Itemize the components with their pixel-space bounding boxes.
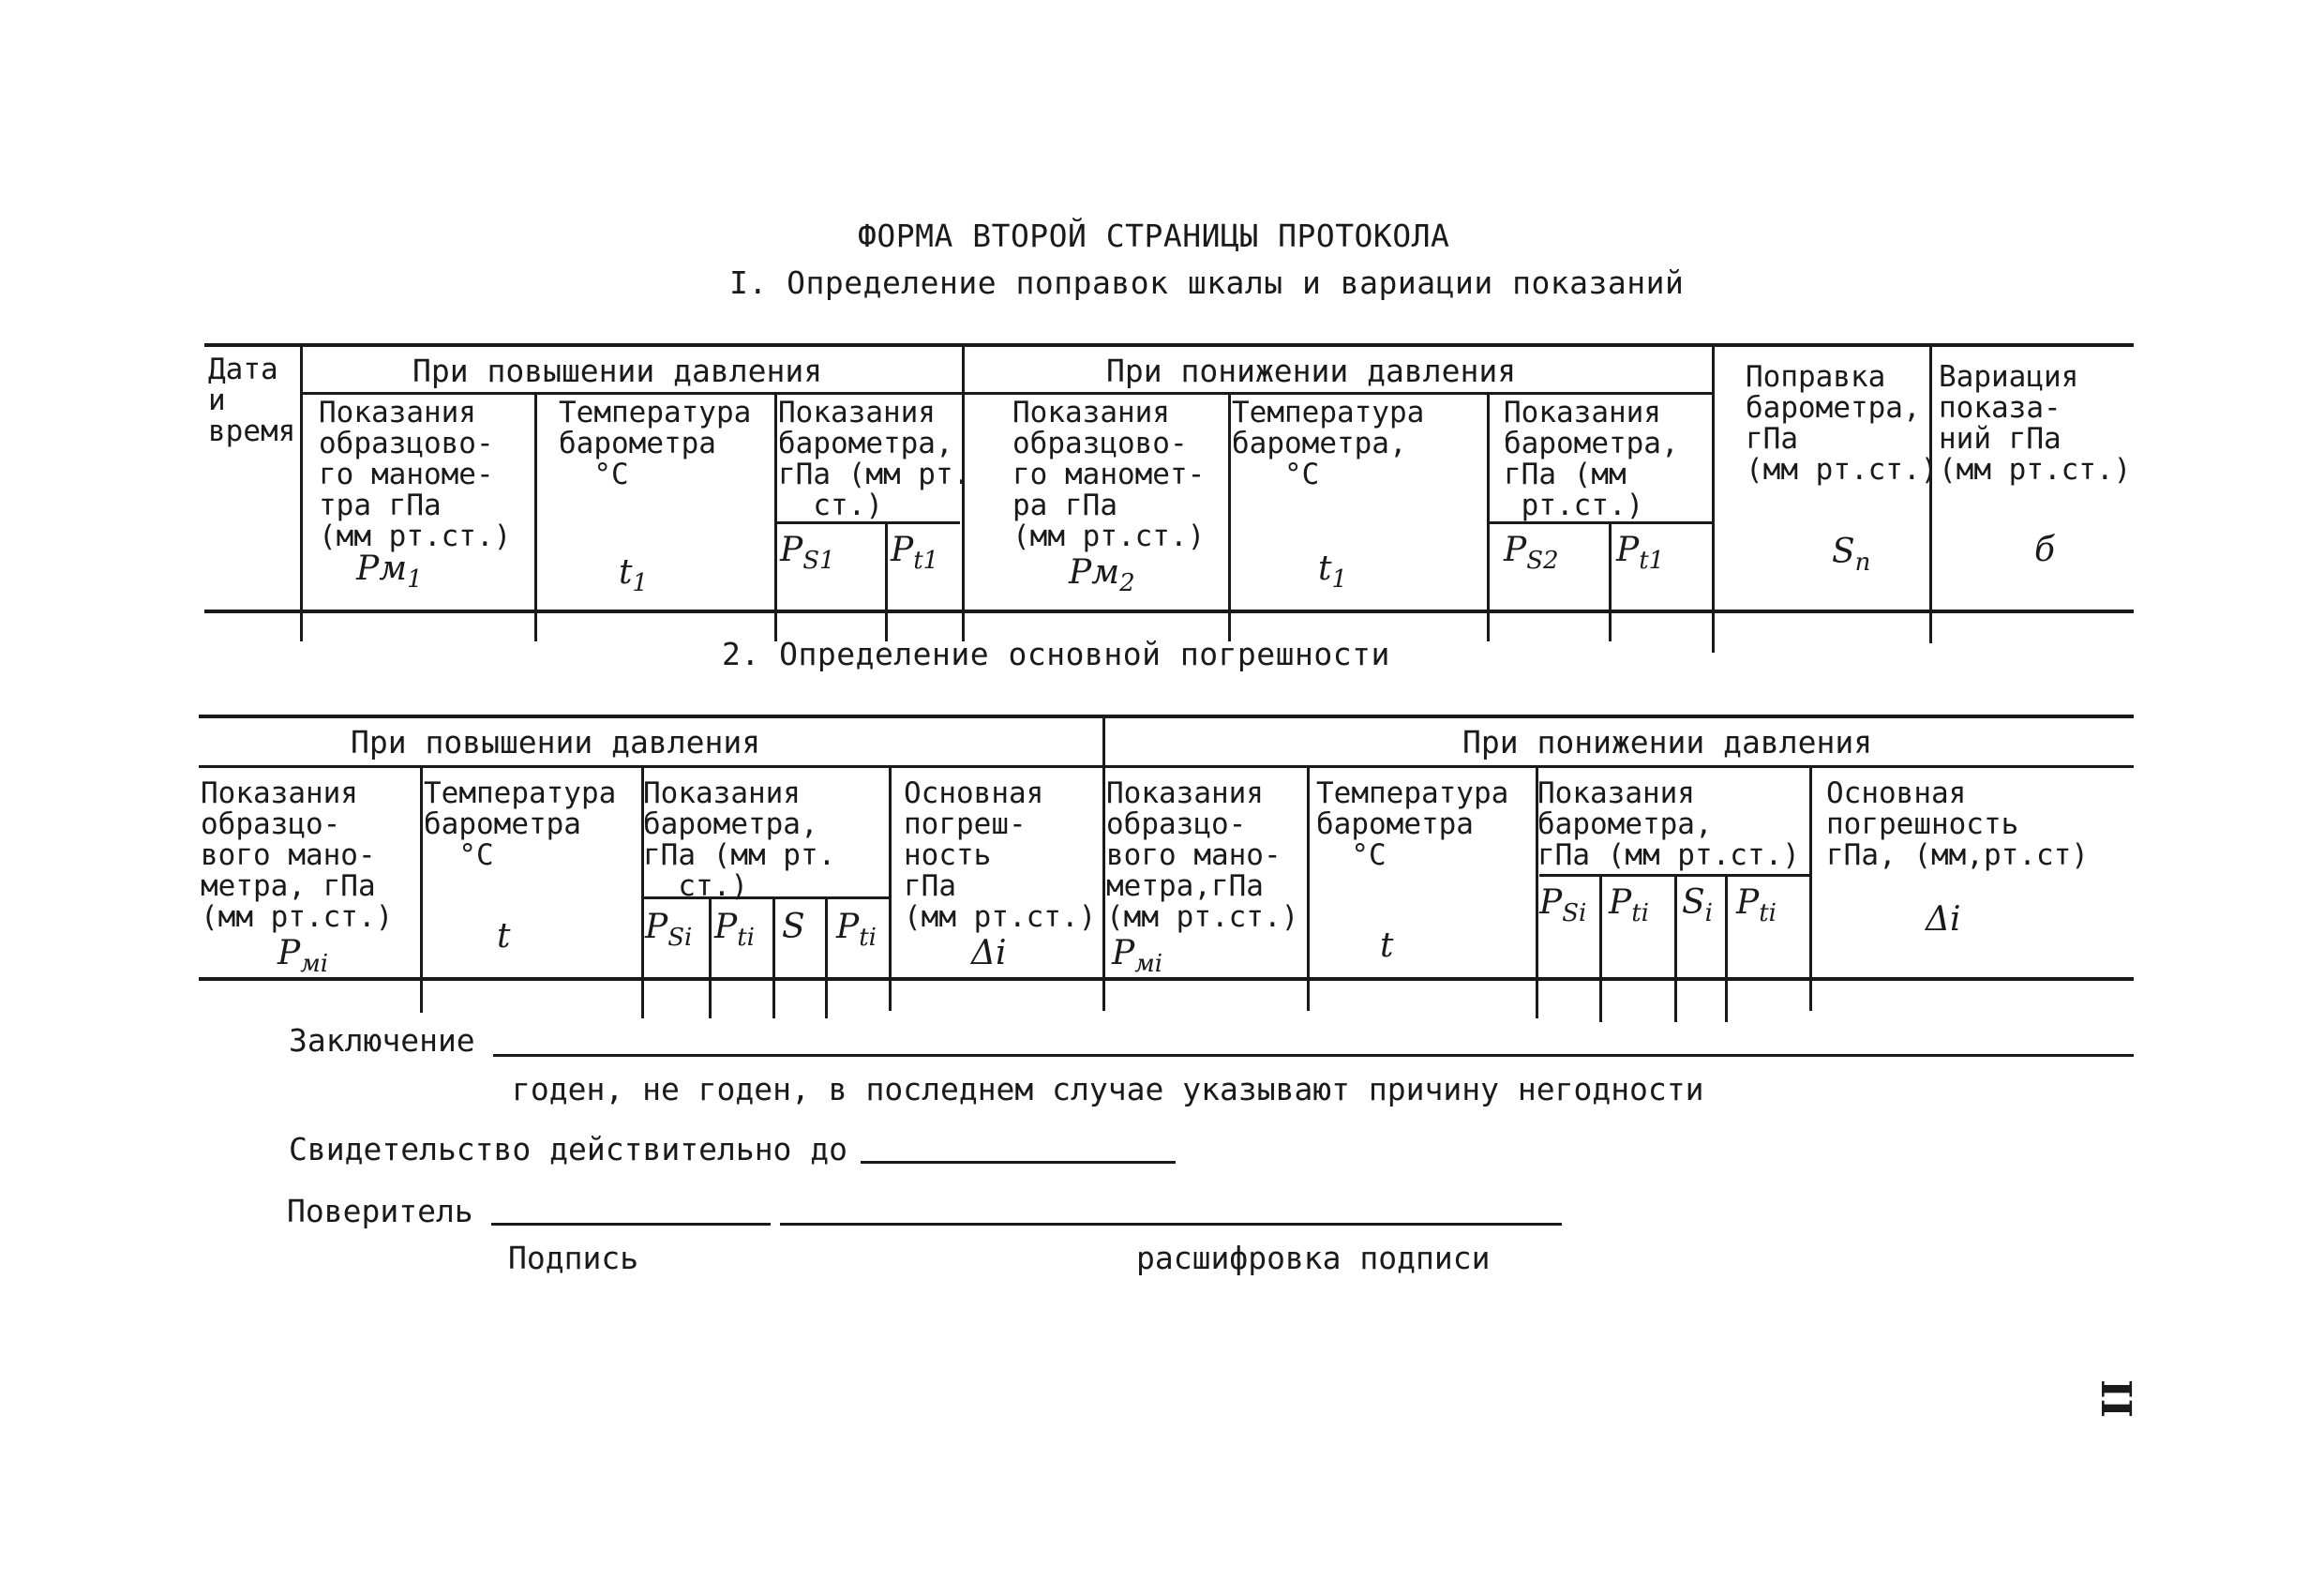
table2-up-col3: Показания барометра, гПа (мм рт. ст.) [643, 776, 836, 903]
table1-header-bottom [204, 610, 2134, 613]
table1-up-col3: Показания барометра, гПа (мм рт. ст.) [778, 396, 971, 522]
table2-vline [420, 765, 423, 1013]
table1-down-col2: Температура барометра, °С [1232, 396, 1425, 491]
table1-up-col2-symbol: $t_1$ [619, 553, 649, 597]
table2-down-col3-symbol-4: $P_{ti}$ [1736, 883, 1777, 927]
table2-up-col4: Основная погреш- ность гПа (мм рт.ст.) [904, 776, 1097, 934]
table1-vline [774, 392, 777, 641]
table2-group-up: При повышении давления [351, 724, 761, 760]
table2-up-col3-symbol-2: $P_{ti}$ [714, 908, 755, 952]
table2-vline [709, 896, 712, 1018]
table1-group-down: При понижении давления [1106, 353, 1517, 389]
certificate-date-line[interactable] [861, 1161, 1176, 1164]
table2-up-col3-symbol-1: $P_{Si}$ [645, 908, 693, 952]
table2-up-col2-symbol: t [497, 917, 511, 956]
table2-vline [889, 765, 892, 1011]
table1-down-col1: Показания образцово- го маномет- ра гПа (мм рт.ст.) [1012, 396, 1206, 553]
table2-vline [825, 896, 828, 1018]
table1-down-col3a-symbol: $P_{S2}$ [1504, 531, 1559, 575]
table2-group-down: При понижении давления [1462, 724, 1873, 760]
page-title: ФОРМА ВТОРОЙ СТРАНИЦЫ ПРОТОКОЛА [858, 218, 1450, 254]
table2-header-bottom [199, 977, 2134, 981]
table1-up-col3a-symbol: $P_{S1}$ [780, 531, 835, 575]
table1-down-col2-symbol: $t_1$ [1318, 550, 1348, 594]
table2-down-col4: Основная погрешность гПа, (мм,рт.ст) [1826, 776, 2089, 872]
table1-down-col1-symbol: $Рм_2$ [1069, 553, 1135, 597]
signature-hint: Подпись [508, 1240, 639, 1276]
table2-up-col2: Температура барометра °С [424, 776, 617, 872]
table2-down-col4-symbol: Δi [1926, 900, 1961, 939]
table1-date-col: Дата и время [208, 353, 296, 448]
table2-down-col3-symbol-1: $P_{Si}$ [1539, 883, 1587, 927]
table2-up-col3-symbol-3: S [782, 908, 805, 946]
table1-vline [534, 392, 537, 641]
table2-down-col1: Показания образцо- вого мано- метра,гПа (мм рт.ст.) [1106, 776, 1299, 934]
table2-up-col1-symbol: $P_{мi}$ [277, 934, 329, 978]
table2-down-col3-symbol-3: $S_i$ [1682, 883, 1713, 927]
table1-up-col1: Показания образцово- го маноме- тра гПа (мм рт.ст.) [319, 396, 512, 553]
table1-vline [1487, 392, 1490, 641]
signature-decode-line[interactable] [780, 1223, 1562, 1226]
table2-down-col3: Показания барометра, гПа (мм рт.ст.) [1537, 776, 1800, 872]
table2-vline [1307, 765, 1310, 1011]
table2-up-col3-symbol-4: $P_{ti}$ [836, 908, 877, 952]
table1-top-border [204, 343, 2134, 347]
table2-down-col2-symbol: t [1380, 926, 1394, 965]
table2-down-col3-symbol-2: $P_{ti}$ [1609, 883, 1649, 927]
section-2-title: 2. Определение основной погрешности [722, 636, 1390, 672]
table1-correction: Поправка барометра, гПа (мм рт.ст.) [1746, 360, 1939, 487]
table1-group-up: При повышении давления [412, 353, 823, 389]
table2-vline [1674, 874, 1677, 1022]
table2-vline [1809, 765, 1812, 1011]
table2-vline [772, 896, 775, 1018]
conclusion-hint: годен, не годен, в последнем случае указывают причину негодности [512, 1071, 1704, 1107]
table1-variation-symbol: б [2034, 531, 2055, 569]
verifier-label: Поверитель [287, 1193, 473, 1229]
signature-line[interactable] [491, 1223, 771, 1226]
table1-down-col3: Показания барометра, гПа (мм рт.ст.) [1504, 396, 1679, 522]
table2-up-col1: Показания образцо- вого мано- метра, гПа (мм рт.ст.) [201, 776, 394, 934]
table1-vline [1609, 521, 1612, 641]
table1-vline [300, 343, 303, 641]
table1-up-col1-symbol: $Рм_1$ [356, 550, 423, 594]
signature-decode-hint: расшифровка подписи [1136, 1240, 1491, 1276]
table2-up-col4-symbol: Δi [971, 934, 1007, 972]
table1-variation: Вариация показа- ний гПа (мм рт.ст.) [1939, 360, 2132, 487]
table2-group-divider [199, 765, 2134, 768]
conclusion-label: Заключение [289, 1022, 475, 1059]
conclusion-line[interactable] [493, 1054, 2134, 1057]
table1-up-col3b-symbol: $P_{t1}$ [891, 531, 939, 575]
table1-group-divider [300, 392, 1714, 395]
table2-vline [1725, 874, 1728, 1022]
table2-down-col1-symbol: $P_{мi}$ [1112, 934, 1163, 978]
table1-down-col3b-symbol: $P_{t1}$ [1616, 531, 1665, 575]
table1-vline [1712, 343, 1715, 653]
table1-correction-symbol: $S_n$ [1832, 533, 1871, 577]
table1-up-col2: Температура барометра °С [559, 396, 752, 491]
certificate-label: Свидетельство действительно до [289, 1131, 848, 1167]
table1-vline [1228, 392, 1231, 641]
table2-vline [1599, 874, 1602, 1022]
table2-vline [1102, 715, 1105, 1011]
section-1-title: I. Определение поправок шкалы и вариации показаний [729, 264, 1685, 301]
table1-vline [885, 521, 888, 641]
table2-down-col2: Температура барометра °С [1316, 776, 1509, 872]
page-number: II [2092, 1378, 2140, 1419]
table2-top-border [199, 715, 2134, 718]
